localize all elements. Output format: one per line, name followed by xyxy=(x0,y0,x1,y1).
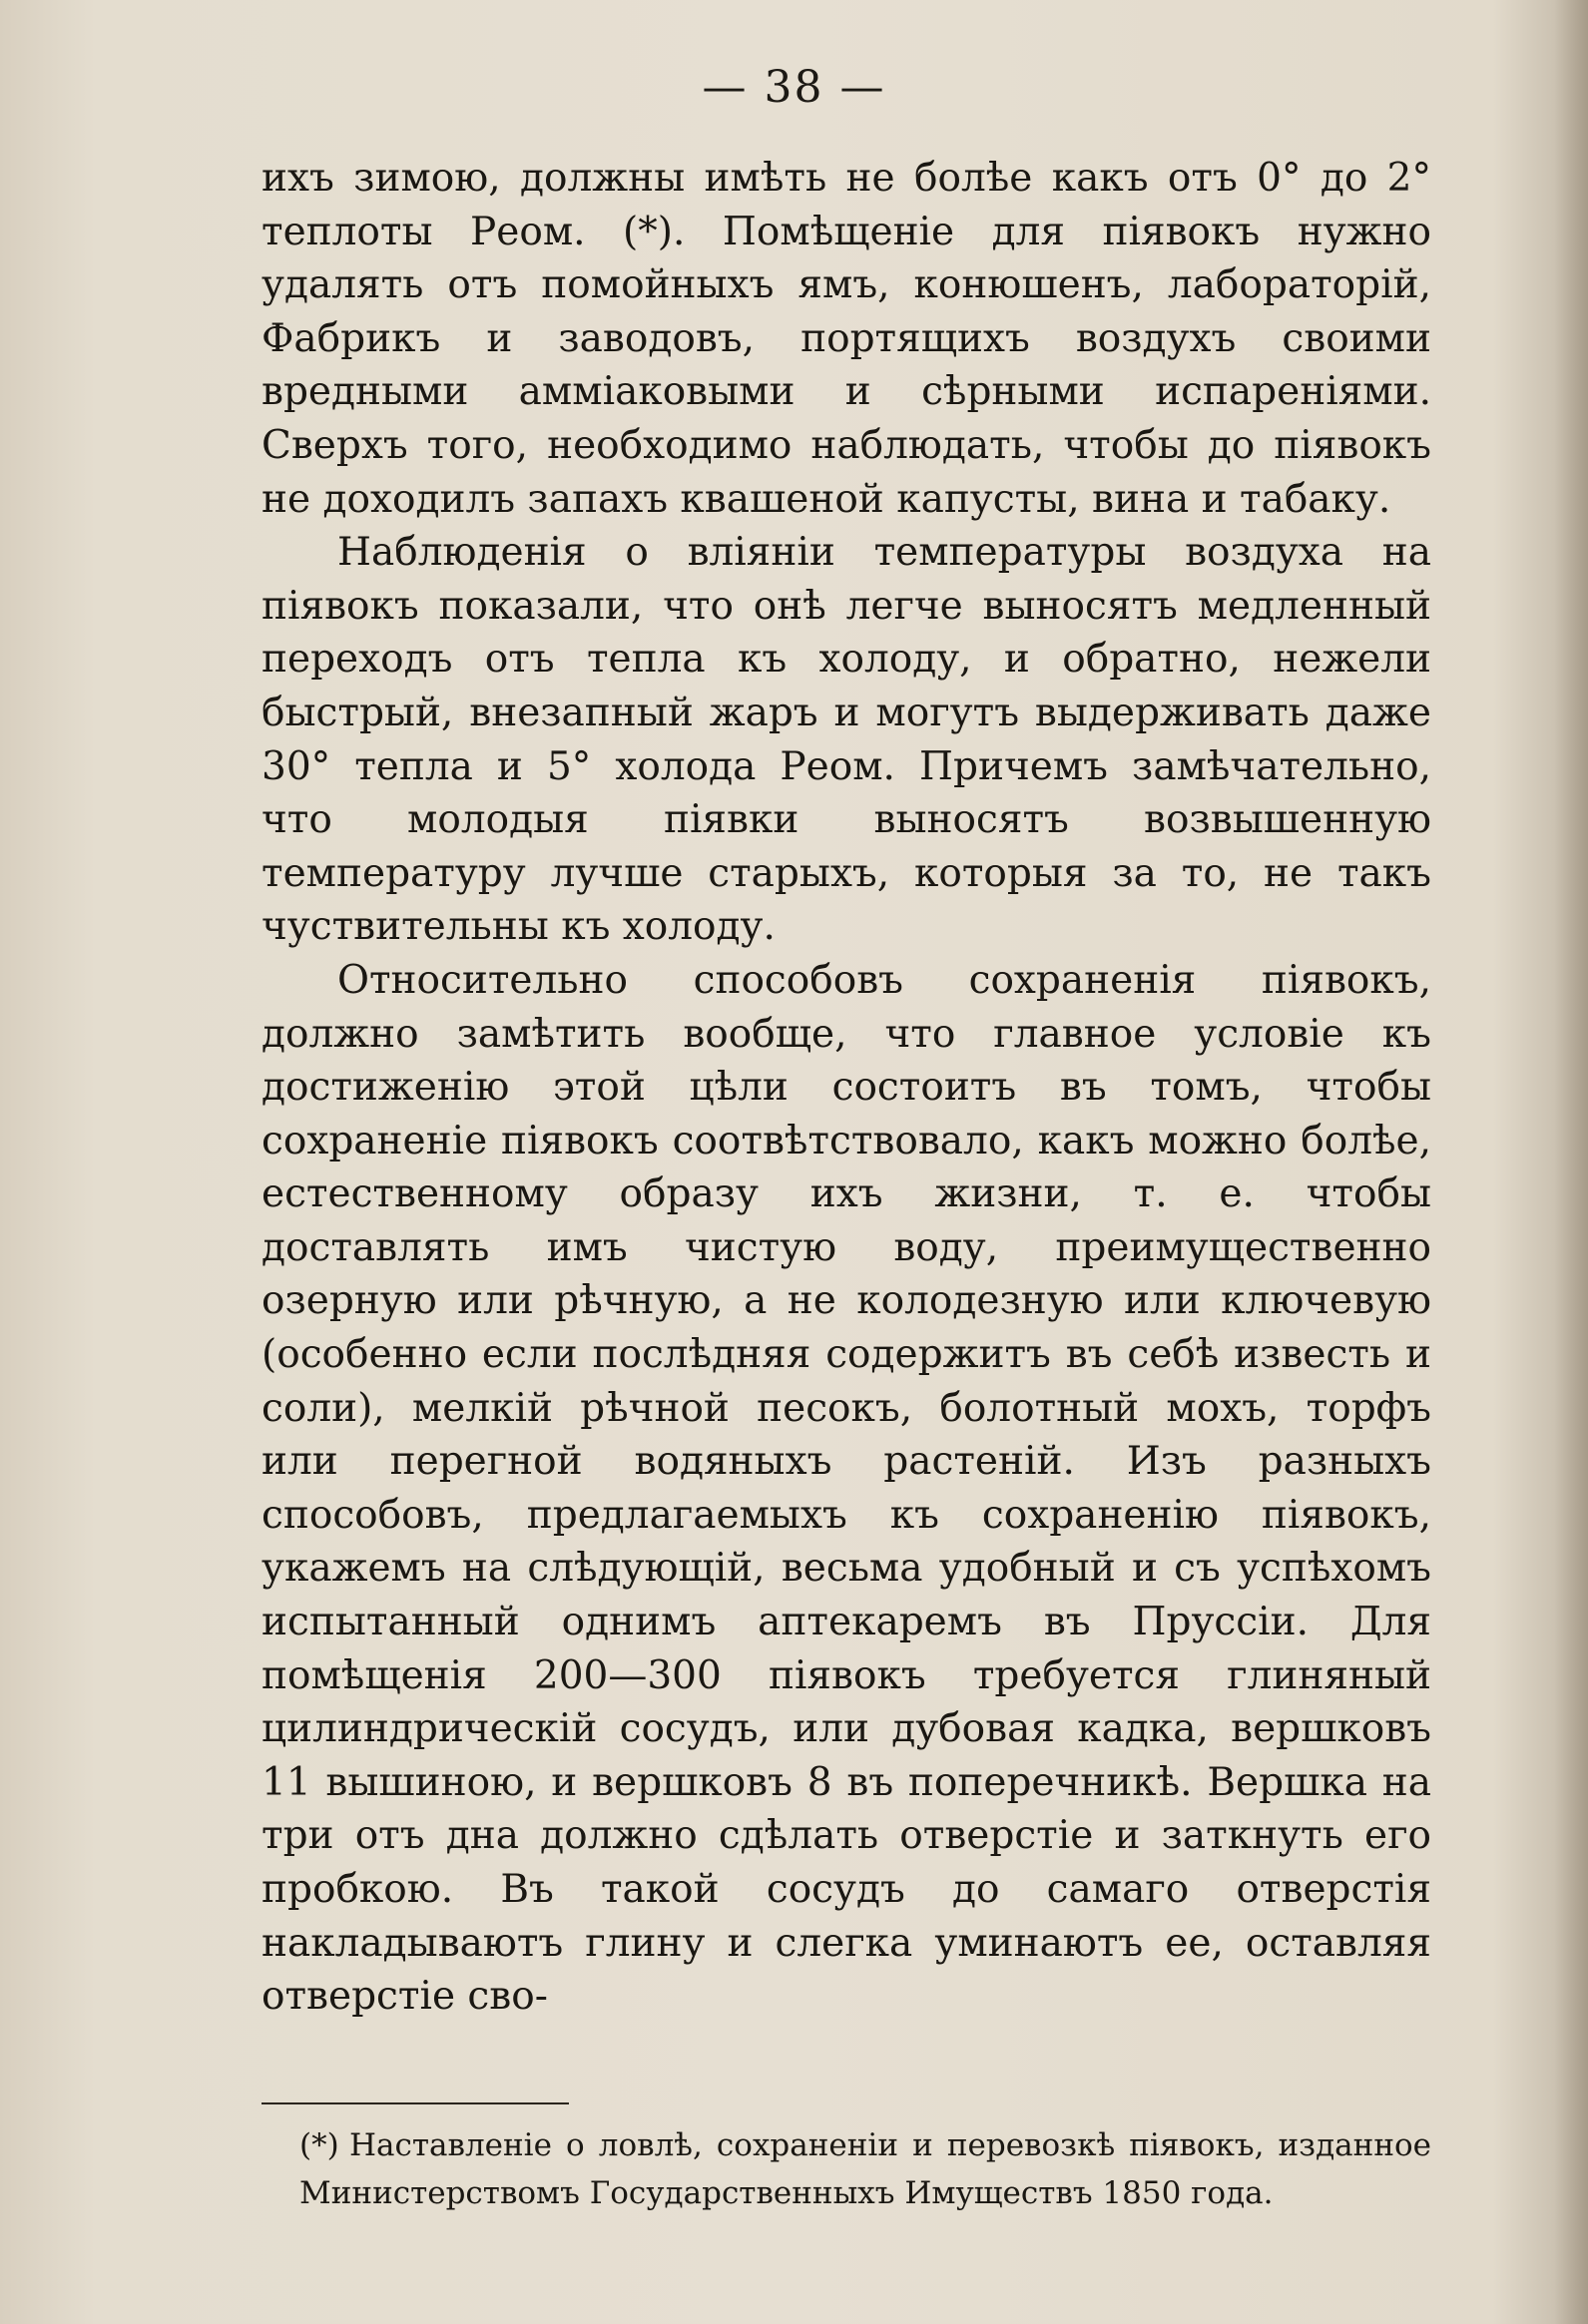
paragraph-continuation: ихъ зимою, должны имѣть не болѣе какъ отъ 0° до 2° теплоты Реом. (*). Помѣщеніе для піявокъ нужно удалять отъ помойныхъ ямъ, конюшенъ, лабораторій, Фабрикъ и заводовъ, портящихъ воздухъ своими вредными амміаковыми и сѣрными испареніями. Сверхъ того, необходимо наблюдать, чтобы до піявокъ не доходилъ запахъ квашеной капусты, вина и табаку. xyxy=(262,156,1431,522)
page-gutter-shadow xyxy=(1554,0,1588,2324)
footnote-mark: (*) xyxy=(299,2127,339,2163)
footnote xyxy=(299,2121,1431,2217)
paragraph-storage-methods: Относительно способовъ сохраненія піявокъ, должно замѣтить вообще, что главное условіе къ достиженію этой цѣли состоитъ въ томъ, чтобы сохраненіе піявокъ соотвѣтствовало, какъ можно болѣе, естественному образу ихъ жизни, т. е. чтобы доставлять имъ чистую воду, преимущественно озерную или рѣчную, а не колодезную или ключевую (особенно если послѣдняя содержитъ въ себѣ известь и соли), мелкій рѣчной песокъ, болотный мохъ, торфъ или перегной водяныхъ растеній. Изъ разныхъ способовъ, предлагаемыхъ къ сохраненію піявокъ, укажемъ на слѣдующій, весьма удобный и съ успѣхомъ испытанный однимъ аптекаремъ въ Пруссіи. Для помѣщенія 200—300 піявокъ требуется глиняный цилиндрическій сосудъ, или дубовая кадка, вершковъ 11 вышиною, и вершковъ 8 въ поперечникѣ. Вершка на три отъ дна должно сдѣлать отверстіе и заткнуть его пробкою. Въ такой сосудъ до самаго отверстія накладываютъ глину и слегка уминаютъ ее, оставляя отверстіе сво- xyxy=(262,957,1431,2020)
paragraph-temperature: Наблюденія о вліяніи температуры воздуха на піявокъ показали, что онѣ легче выносятъ медленный переходъ отъ тепла къ холоду, и обратно, нежели быстрый, внезапный жаръ и могутъ выдерживать даже 30° тепла и 5° холода Реом. Причемъ замѣчательно, что молодыя піявки выносятъ возвышенную температуру лучше старыхъ, которыя за то, не такъ чуствительны къ холоду. xyxy=(262,530,1431,950)
body-text xyxy=(262,152,1431,2024)
footnote-divider xyxy=(262,2102,569,2104)
page-number-header: — 38 — xyxy=(702,62,886,113)
footnote-text: Наставленіе о ловлѣ, сохраненіи и перевозкѣ піявокъ, изданное Министерствомъ Государственныхъ Имуществъ 1850 года. xyxy=(299,2127,1431,2211)
